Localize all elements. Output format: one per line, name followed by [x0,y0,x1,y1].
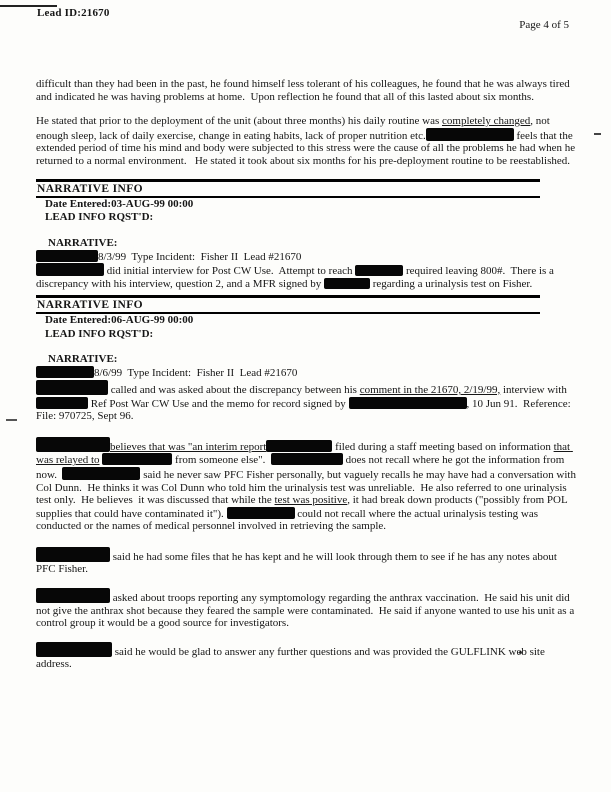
narrative-entry-line [36,250,578,264]
text-run: Ref Post War CW Use and the memo for record signed by [88,397,349,410]
redaction-box [36,366,94,378]
text-run: He stated that prior to the deployment of the unit (about three months) his daily routine was [36,115,442,128]
narrative-info-section-2 [36,295,578,671]
lead-info-rqstd-label: LEAD INFO RQST'D: [45,211,154,224]
text-run: , not enough sleep, lack of daily exercise, change in eating habits, lack of proper nutrition etc. [36,115,553,142]
narrative-label: NARRATIVE: [48,236,118,249]
redaction-box [36,642,112,657]
narrative-info-section-1 [36,179,578,291]
text-run: did initial interview for Post CW Use. Attempt to reach [104,265,356,278]
date-entered-value: 06-AUG-99 00:00 [111,314,194,327]
date-entered-value: 03-AUG-99 00:00 [111,197,194,210]
underlined-text: test was positive [274,494,348,507]
redaction-box [36,397,88,409]
text-run: regarding a urinalysis test on Fisher. [370,277,533,290]
document-body [36,78,578,671]
text-run: difficult than they had been in the past, he found himself less tolerant of his colleagues, he found that he was always tired and indicated he was having problems at home. Upon reflection he found that all of this lasted about six months. [36,78,573,103]
date-entered-line [45,314,578,328]
narrative-entry-text [36,263,578,290]
narrative-label: NARRATIVE: [48,353,118,366]
text-run: feels that the extended period of time his mind and body were subjected to this stress were the cause of all the problems he had when he returned to a normal environment. He stated it took about six months for his pre-deployment routine to be reestablished. [36,129,578,167]
scan-artifact-right-tick [594,133,601,135]
narrative-entry-line [36,366,578,380]
text-run: called and was asked about the discrepancy between his [108,383,360,396]
section-title: NARRATIVE INFO [36,295,540,314]
underlined-text: completely changed [442,115,531,128]
text-run: , 10 Jun 91. Reference: File: 970725, Sept 96. [36,397,574,423]
text-run: interview with [500,383,570,396]
redaction-box [36,588,110,603]
text-run: said he had some files that he has kept and he will look through them to see if he has any notes about PFC Fisher. [36,550,560,576]
underlined-text: that was relayed to [36,440,573,467]
underlined-text: comment in the 21670, 2/19/99, [359,383,501,396]
text-run: asked about troops reporting any symptomology regarding the anthrax vaccination. He said his unit did not give the anthrax shot because they feared the sample were contaminated. He said if anyone wanted to use his unit as a control group it would be a good source for investigators. [36,592,577,630]
lead-info-rqstd-label: LEAD INFO RQST'D: [45,327,154,340]
paragraph-intro-1 [36,78,578,103]
date-entered-label: Date Entered: [45,197,112,210]
text-run: said he never saw PFC Fisher personally, but vaguely recalls he may have had a conversation with Col Dunn. He thinks it was Col Dunn who told him the urinalysis test was unreliable. He also referred to one urinalysis test only. He believes it was discussed that while the [36,468,579,507]
redaction-box [355,265,403,276]
text-run: required leaving 800#. There is a discrepancy with his interview, question 2, and a MFR signed by [36,265,557,290]
text-run: filed during a staff meeting based on information [332,440,554,453]
date-entered-line [45,198,578,212]
narrative-paragraph-gulflink [36,642,578,671]
narrative-paragraph-discrepancy [36,380,578,423]
text-run: , it had break down products ("possibly from POL supplies that could have contaminated it"). [36,494,571,520]
narrative-paragraph-interim-report [36,437,578,533]
paragraph-intro-2 [36,115,578,167]
narrative-paragraph-anthrax [36,588,578,630]
redaction-box [36,547,110,562]
text-run: does not recall where he got the information from now. [36,454,568,481]
date-entered-label: Date Entered: [45,314,112,327]
lead-info-rqstd-line [45,211,578,225]
redaction-box [102,453,172,465]
redaction-box [227,507,295,519]
underlined-text: believes that was "an interim report [110,440,267,453]
text-run: said he would be glad to answer any further questions and was provided the GULFLINK web site address. [36,645,548,671]
lead-info-rqstd-line [45,328,578,342]
redaction-box [324,278,370,289]
redaction-box [266,440,332,452]
text-run: from someone else". [172,454,271,467]
redaction-box [62,467,140,480]
text-run: 8/6/99 Type Incident: Fisher II Lead #21670 [94,367,298,380]
narrative-paragraph-files [36,547,578,576]
section-title: NARRATIVE INFO [36,179,540,198]
redaction-box [36,380,108,395]
redaction-box [349,397,467,409]
scan-artifact-left-dash [6,419,17,421]
redaction-box [36,437,110,452]
redaction-box [271,453,343,465]
redaction-box [36,263,104,276]
page-number-label: Page 4 of 5 [519,19,569,31]
redaction-box [36,250,98,262]
redaction-box [426,128,514,141]
lead-id-label: Lead ID:21670 [37,7,110,19]
text-run: 8/3/99 Type Incident: Fisher II Lead #21670 [98,250,302,263]
text-run: could not recall where the actual urinalysis testing was conducted or the names of medical personnel involved in retrieving the sample. [36,507,541,533]
